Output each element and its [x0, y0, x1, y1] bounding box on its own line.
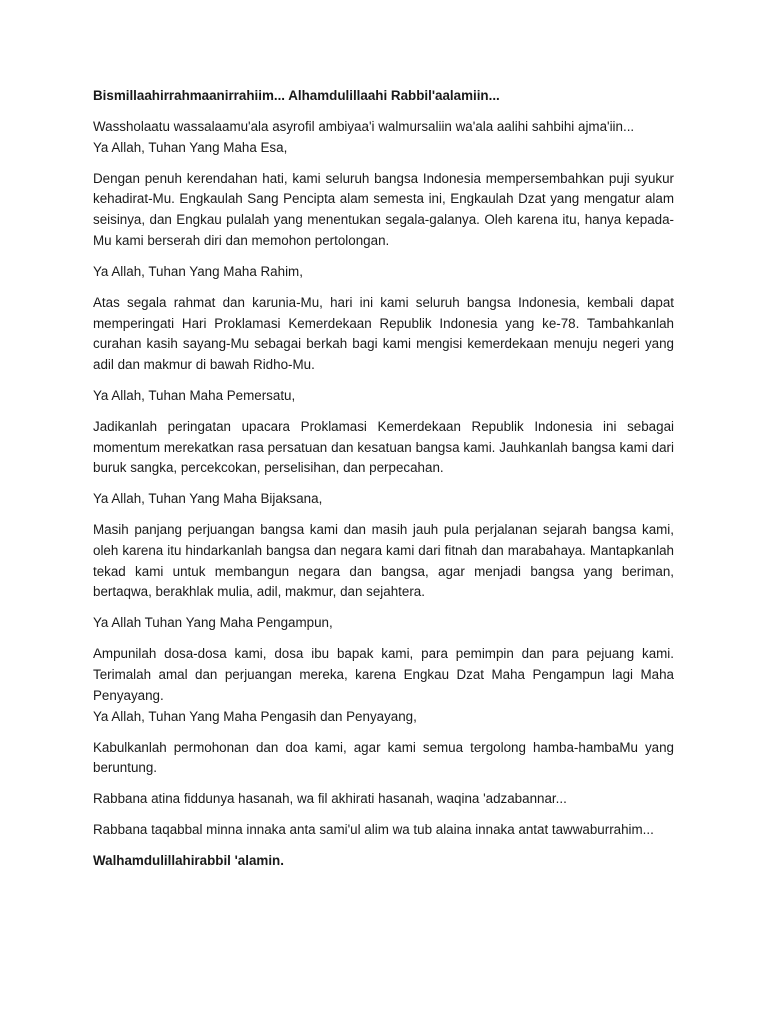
heading-maha-esa: Ya Allah, Tuhan Yang Maha Esa, [93, 139, 288, 155]
document-page [93, 86, 674, 882]
paragraph-rahmat: Atas segala rahmat dan karunia-Mu, hari ini kami seluruh bangsa Indonesia, kembali dapat memperingati Hari Proklamasi Kemerdekaan Republik Indonesia yang ke-78. Tambahkanlah curahan kasih sayang-Mu sebagai berkah bagi kami mengisi kemerdekaan menuju negeri yang adil dan makmur di bawah Ridho-Mu. [93, 294, 674, 372]
salawat-line: Wassholaatu wassalaamu'ala asyrofil ambiyaa'i walmursaliin wa'ala aalihi sahbihi ajma'iin... [93, 119, 635, 134]
paragraph-rabbana-taqabbal: Rabbana taqabbal minna innaka anta sami'ul alim wa tub alaina innaka antat tawwaburrahim... [93, 822, 654, 838]
paragraph-kerendahan-hati: Dengan penuh kerendahan hati, kami seluruh bangsa Indonesia mempersembahkan puji syukur kehadirat-Mu. Engkaulah Sang Pencipta alam semesta ini, Engkaulah Dzat yang mengatur alam seisinya, dan Engkau pulalah yang menentukan segala-galanya. Oleh karena itu, hanya kepada-Mu kami berserah diri dan memohon pertolongan. [93, 170, 674, 248]
paragraph-perjuangan: Masih panjang perjuangan bangsa kami dan masih jauh pula perjalanan sejarah bangsa kami, oleh karena itu hindarkanlah bangsa dan negara kami dari fitnah dan marabahaya. Mantapkanlah tekad kami untuk membangun negara dan bangsa, agar menjadi bangsa yang beriman, bertaqwa, berakhlak mulia, adil, makmur, dan sejahtera. [93, 522, 674, 600]
paragraph-persatuan: Jadikanlah peringatan upacara Proklamasi Kemerdekaan Republik Indonesia ini sebagai momentum merekatkan rasa persatuan dan kesatuan bangsa kami. Jauhkanlah bangsa kami dari buruk sangka, percekcokan, perselisihan, dan perpecahan. [93, 418, 674, 476]
paragraph-kabulkan: Kabulkanlah permohonan dan doa kami, agar kami semua tergolong hamba-hambaMu yang beruntung. [93, 739, 674, 776]
paragraph-ampunan: Ampunilah dosa-dosa kami, dosa ibu bapak kami, para pemimpin dan para pejuang kami. Terimalah amal dan perjuangan mereka, karena Engkau Dzat Maha Pengampun lagi Maha Penyayang. [93, 646, 674, 703]
paragraph-rabbana-atina: Rabbana atina fiddunya hasanah, wa fil akhirati hasanah, waqina 'adzabannar... [93, 791, 567, 807]
heading-maha-bijaksana: Ya Allah, Tuhan Yang Maha Bijaksana, [93, 491, 323, 507]
heading-maha-pengasih: Ya Allah, Tuhan Yang Maha Pengasih dan Penyayang, [93, 708, 417, 724]
opening-line: Bismillaahirrahmaanirrahiim... Alhamdulillaahi Rabbil'aalamiin... [93, 88, 500, 103]
closing-line: Walhamdulillahirabbil 'alamin. [93, 853, 284, 869]
heading-maha-rahim: Ya Allah, Tuhan Yang Maha Rahim, [93, 263, 303, 279]
heading-maha-pengampun: Ya Allah Tuhan Yang Maha Pengampun, [93, 615, 333, 631]
heading-maha-pemersatu: Ya Allah, Tuhan Maha Pemersatu, [93, 387, 296, 403]
